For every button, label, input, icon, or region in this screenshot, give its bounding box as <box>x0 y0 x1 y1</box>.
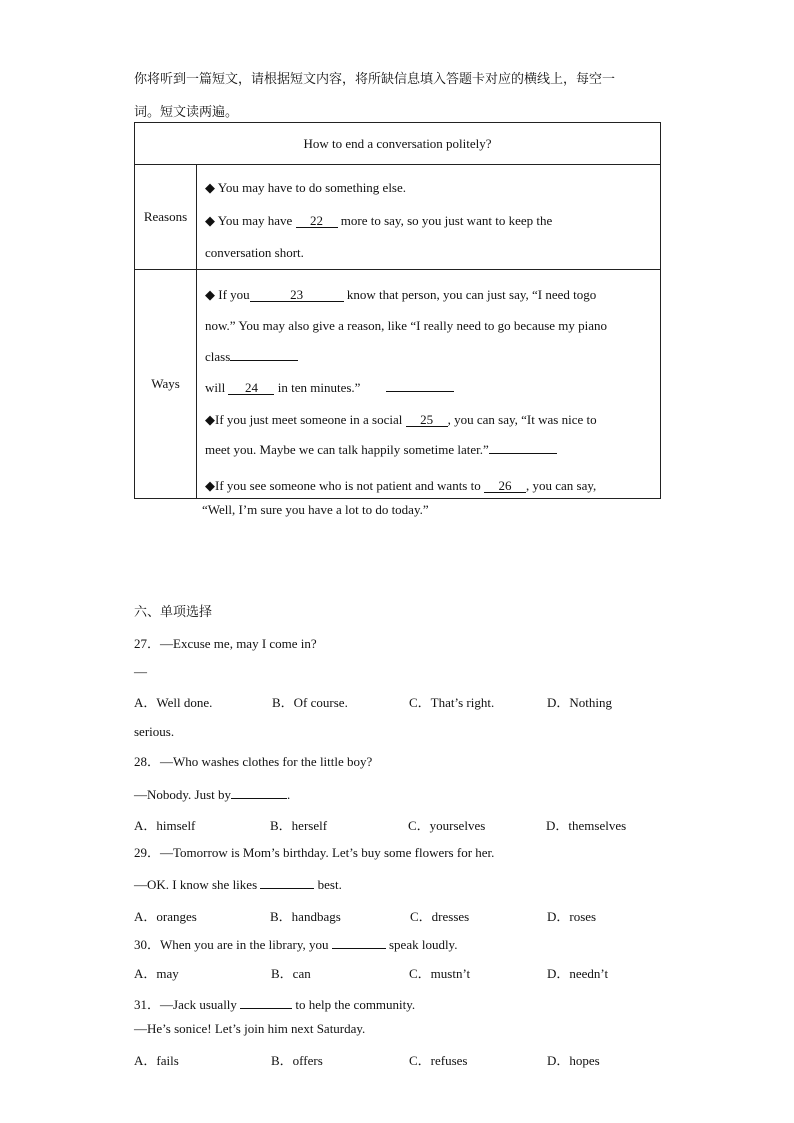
line-text: —OK. I know she likes <box>134 877 261 892</box>
question-number: 30． <box>134 937 161 952</box>
q29-option-a[interactable]: A．oranges <box>134 909 197 924</box>
blank-line <box>230 350 298 361</box>
q29-option-d[interactable]: D．roses <box>547 909 597 924</box>
reason-2-continued: conversation short. <box>205 245 304 260</box>
reason-2-post: more to say, so you just want to keep the <box>337 213 553 228</box>
question-stem-post: to help the community. <box>292 997 416 1012</box>
reason-2-pre: ◆ You may have <box>205 213 296 228</box>
q28-option-a[interactable]: A．himself <box>134 818 196 833</box>
ways-label-cell <box>135 270 197 499</box>
question-number: 28． <box>134 754 161 769</box>
question-stem: —Jack usually <box>160 997 241 1012</box>
reasons-label-cell <box>135 165 197 270</box>
q30-option-b[interactable]: B．can <box>271 966 311 981</box>
way-1-line-2: now.” You may also give a reason, like “I really need to go because my piano <box>205 318 608 333</box>
way-1-line-3-text: class <box>205 349 231 364</box>
reason-2 <box>205 213 552 229</box>
q30-option-d[interactable]: D．needn’t <box>547 966 609 981</box>
q28-option-c[interactable]: C．yourselves <box>408 818 486 833</box>
q31-option-b[interactable]: B．offers <box>271 1053 323 1068</box>
q30-option-a[interactable]: A．may <box>134 966 179 981</box>
way-1-line-4-post: in ten minutes.” <box>274 380 361 395</box>
way-1-post: know that person, you can just say, “I need togo <box>343 287 597 302</box>
answer-blank[interactable] <box>260 878 314 889</box>
way-1-line-3 <box>205 349 298 365</box>
blank-24[interactable]: 24 <box>228 381 274 395</box>
blank-23[interactable]: 23 <box>250 288 344 302</box>
way-1-pre: ◆ If you <box>205 287 250 302</box>
blank-22[interactable]: 22 <box>296 214 338 228</box>
question-27 <box>134 633 317 652</box>
listening-table <box>134 122 661 499</box>
ways-content-cell <box>197 270 661 499</box>
question-31 <box>134 994 415 1013</box>
ways-label: Ways <box>151 376 180 391</box>
q27-option-d-continued: serious. <box>134 724 175 739</box>
question-stem: —Who washes clothes for the little boy? <box>160 754 373 769</box>
section-heading: 六、单项选择 <box>134 605 213 620</box>
reason-1: ◆ You may have to do something else. <box>205 180 407 195</box>
q28-option-d[interactable]: D．themselves <box>546 818 627 833</box>
question-30 <box>134 934 457 953</box>
question-stem-post: speak loudly. <box>385 937 458 952</box>
blank-25[interactable]: 25 <box>406 413 448 427</box>
way-2-line-2-text: meet you. Maybe we can talk happily sometime later.” <box>205 442 489 457</box>
instructions-line-2: 词。短文读两遍。 <box>134 105 239 120</box>
q27-option-d[interactable]: D．Nothing <box>547 695 613 710</box>
way-3-line-2: “Well, I’m sure you have a lot to do today.” <box>202 502 429 517</box>
answer-blank[interactable] <box>231 788 287 799</box>
question-stem: —Tomorrow is Mom’s birthday. Let’s buy some flowers for her. <box>160 845 495 860</box>
q27-option-b[interactable]: B．Of course. <box>272 695 348 710</box>
answer-blank[interactable] <box>240 998 292 1009</box>
question-31-line-2: —He’s sonice! Let’s join him next Saturday. <box>134 1021 366 1036</box>
q27-option-c[interactable]: C．That’s right. <box>409 695 495 710</box>
reasons-content-cell <box>197 165 661 270</box>
question-28 <box>134 751 372 770</box>
way-2-pre: ◆If you just meet someone in a social <box>205 412 406 427</box>
answer-blank[interactable] <box>332 938 386 949</box>
blank-line <box>386 381 454 392</box>
line-text: —Nobody. Just by <box>134 787 232 802</box>
way-3 <box>205 478 596 494</box>
q27-option-a[interactable]: A．Well done. <box>134 695 213 710</box>
question-number: 31． <box>134 997 161 1012</box>
table-title-cell <box>135 123 661 165</box>
blank-line <box>489 443 557 454</box>
table-title: How to end a conversation politely? <box>303 135 492 151</box>
question-29-line-2 <box>134 877 342 893</box>
question-28-line-2: —Nobody. Just by . <box>134 787 291 802</box>
q31-option-a[interactable]: A．fails <box>134 1053 179 1068</box>
reasons-label: Reasons <box>143 209 188 224</box>
way-3-post: , you can say, <box>525 478 597 493</box>
question-27-answer-line: — <box>134 664 147 679</box>
q29-option-b[interactable]: B．handbags <box>270 909 341 924</box>
way-2 <box>205 412 597 428</box>
q29-option-c[interactable]: C．dresses <box>410 909 470 924</box>
q31-option-c[interactable]: C．refuses <box>409 1053 468 1068</box>
question-29 <box>134 842 494 861</box>
way-2-line-2 <box>205 442 557 458</box>
way-1 <box>205 287 596 303</box>
question-stem: —Excuse me, may I come in? <box>160 636 317 651</box>
line-text-post: best. <box>314 877 342 892</box>
q30-option-c[interactable]: C．mustn’t <box>409 966 471 981</box>
way-3-pre: ◆If you see someone who is not patient and wants to <box>205 478 484 493</box>
way-1-line-4 <box>205 380 454 396</box>
instructions-line-1: 你将听到一篇短文，请根据短文内容，将所缺信息填入答题卡对应的横线上，每空一 <box>134 72 616 87</box>
q31-option-d[interactable]: D．hopes <box>547 1053 600 1068</box>
question-stem: When you are in the library, you <box>160 937 332 952</box>
question-number: 27． <box>134 636 161 651</box>
way-1-line-4-pre: will <box>205 380 229 395</box>
blank-26[interactable]: 26 <box>484 479 526 493</box>
way-2-post: , you can say, “It was nice to <box>447 412 597 427</box>
q28-option-b[interactable]: B．herself <box>270 818 328 833</box>
question-number: 29． <box>134 845 161 860</box>
